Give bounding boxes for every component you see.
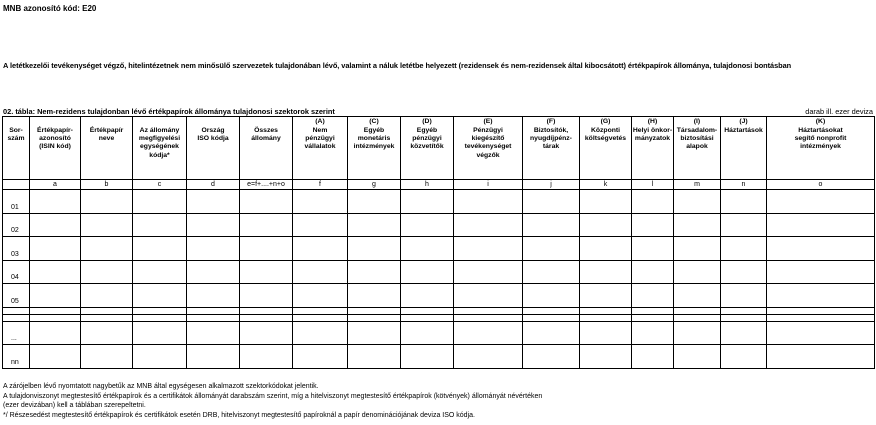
data-cell[interactable]	[721, 237, 767, 261]
data-cell[interactable]	[187, 260, 240, 284]
data-cell[interactable]	[240, 213, 293, 237]
data-cell[interactable]	[293, 190, 348, 214]
column-header	[721, 117, 767, 180]
column-header	[240, 117, 293, 180]
data-cell[interactable]	[632, 321, 674, 345]
column-title: Központi költségvetés	[584, 127, 627, 143]
column-title: Nem pénzügyi vállalatok	[304, 127, 336, 151]
data-cell[interactable]	[30, 321, 81, 345]
data-cell[interactable]	[674, 345, 721, 369]
data-cell[interactable]	[580, 307, 632, 314]
footnote-line: (ezer devizában) kell a táblában szerepeltetni.	[3, 402, 146, 410]
sector-letter	[81, 118, 132, 127]
data-cell[interactable]	[401, 284, 454, 308]
data-cell[interactable]	[523, 260, 580, 284]
data-cell[interactable]	[187, 307, 240, 314]
data-cell[interactable]	[674, 213, 721, 237]
data-cell[interactable]	[454, 213, 523, 237]
footnote-line: A zárójelben lévő nyomtatott nagybetűk az MNB által egységesen alkalmazott szektorkódokat jelentik.	[3, 383, 319, 390]
data-cell[interactable]	[721, 345, 767, 369]
data-cell[interactable]	[767, 321, 875, 345]
data-cell[interactable]	[674, 314, 721, 321]
column-header	[81, 117, 133, 180]
data-cell[interactable]	[30, 307, 81, 314]
data-cell[interactable]	[293, 321, 348, 345]
column-header	[348, 117, 401, 180]
data-cell[interactable]	[30, 345, 81, 369]
data-cell[interactable]	[721, 284, 767, 308]
column-code: m	[674, 180, 721, 190]
footnote-line: A tulajdonviszonyt megtestesítő értékpapírok és a certifikátok állományát darabszám szerint, míg a hitelviszonyt megtestesítő értékpapírok (kötvények) állományát névértéken	[3, 392, 543, 400]
sector-letter	[187, 118, 239, 127]
data-cell[interactable]	[454, 345, 523, 369]
data-cell[interactable]	[187, 314, 240, 321]
column-title: Társadalom- biztosítási alapok	[676, 127, 718, 151]
column-code	[3, 180, 30, 190]
column-title: Helyi önkor- mányzatok	[632, 127, 673, 143]
data-cell[interactable]	[348, 260, 401, 284]
data-cell[interactable]	[133, 284, 187, 308]
column-code: d	[187, 180, 240, 190]
sector-letter	[3, 118, 29, 127]
form-code: MNB azonosító kód: E20	[3, 4, 97, 13]
data-cell[interactable]	[580, 345, 632, 369]
data-cell[interactable]	[632, 237, 674, 261]
data-cell[interactable]	[632, 307, 674, 314]
row-number	[3, 314, 30, 321]
column-title: Sor- szám	[7, 127, 25, 143]
data-cell[interactable]	[133, 321, 187, 345]
data-cell[interactable]	[30, 284, 81, 308]
column-title: Háztartások	[724, 127, 763, 134]
data-cell[interactable]	[240, 260, 293, 284]
data-cell[interactable]	[523, 213, 580, 237]
data-cell[interactable]	[240, 345, 293, 369]
data-cell[interactable]	[348, 190, 401, 214]
form-description: A letétkezelői tevékenységet végző, hitelintézetnek nem minősülő szervezetek tulajdonában lévő, valamint a náluk letétbe helyezett (rezidensek és nem-rezidensek által kibocsátott) értékpapírok állománya, tulajdonosi bontásban	[3, 61, 792, 70]
data-cell[interactable]	[767, 260, 875, 284]
column-code: l	[632, 180, 674, 190]
column-header	[293, 117, 348, 180]
data-cell[interactable]	[401, 314, 454, 321]
data-cell[interactable]	[187, 237, 240, 261]
table-row	[3, 307, 875, 314]
data-cell[interactable]	[240, 237, 293, 261]
data-cell[interactable]	[240, 190, 293, 214]
column-code: o	[767, 180, 875, 190]
data-cell[interactable]	[81, 307, 133, 314]
data-cell[interactable]	[81, 260, 133, 284]
data-cell[interactable]	[632, 345, 674, 369]
data-cell[interactable]	[580, 321, 632, 345]
table-row	[3, 237, 875, 261]
data-cell[interactable]	[401, 321, 454, 345]
data-cell[interactable]	[721, 190, 767, 214]
table-row	[3, 345, 875, 369]
column-title: Összes állomány	[251, 127, 281, 143]
data-cell[interactable]	[133, 314, 187, 321]
data-cell[interactable]	[767, 314, 875, 321]
column-title: Pénzügyi kiegészítő tevékenységet végzők	[464, 127, 512, 159]
column-title: Értékpapír- azonosító (ISIN kód)	[37, 127, 73, 151]
sector-letter: (I)	[693, 118, 701, 125]
column-header	[401, 117, 454, 180]
column-title: Háztartásokat segítő nonprofit intézmények	[794, 127, 847, 151]
data-cell[interactable]	[580, 190, 632, 214]
data-cell[interactable]	[767, 345, 875, 369]
data-cell[interactable]	[721, 321, 767, 345]
row-number: 04	[3, 260, 30, 284]
table-row	[3, 190, 875, 214]
data-cell[interactable]	[81, 345, 133, 369]
column-header	[632, 117, 674, 180]
data-cell[interactable]	[348, 213, 401, 237]
column-header	[580, 117, 632, 180]
table-label: 02. tábla: Nem-rezidens tulajdonban lévő értékpapírok állománya tulajdonosi szektorok szerint	[3, 107, 335, 116]
column-header	[133, 117, 187, 180]
data-cell[interactable]	[674, 190, 721, 214]
data-cell[interactable]	[454, 237, 523, 261]
data-cell[interactable]	[454, 190, 523, 214]
data-cell[interactable]	[454, 260, 523, 284]
data-cell[interactable]	[632, 190, 674, 214]
data-cell[interactable]	[293, 314, 348, 321]
column-code: g	[348, 180, 401, 190]
data-table	[2, 116, 875, 369]
data-cell[interactable]	[348, 321, 401, 345]
table-row	[3, 260, 875, 284]
data-cell[interactable]	[293, 284, 348, 308]
data-cell[interactable]	[81, 237, 133, 261]
row-number	[3, 307, 30, 314]
data-cell[interactable]	[401, 345, 454, 369]
data-cell[interactable]	[30, 260, 81, 284]
data-cell[interactable]	[401, 307, 454, 314]
data-cell[interactable]	[187, 321, 240, 345]
data-cell[interactable]	[30, 213, 81, 237]
data-cell[interactable]	[133, 213, 187, 237]
column-header	[767, 117, 875, 180]
data-cell[interactable]	[133, 345, 187, 369]
column-header	[30, 117, 81, 180]
data-cell[interactable]	[81, 321, 133, 345]
table-row	[3, 284, 875, 308]
column-code: c	[133, 180, 187, 190]
data-cell[interactable]	[30, 314, 81, 321]
data-cell[interactable]	[674, 307, 721, 314]
sector-letter: (G)	[600, 118, 611, 125]
sector-letter	[30, 118, 80, 127]
data-cell[interactable]	[401, 213, 454, 237]
footnote-line: */ Részesedést megtestesítő értékpapírok és certifikátok esetén DRB, hitelviszonyt megtestesítő papíroknál a papír denominációjának deviza ISO kódja.	[3, 411, 475, 419]
data-cell[interactable]	[133, 260, 187, 284]
data-cell[interactable]	[674, 321, 721, 345]
data-cell[interactable]	[401, 190, 454, 214]
data-cell[interactable]	[81, 190, 133, 214]
data-cell[interactable]	[721, 307, 767, 314]
data-cell[interactable]	[454, 307, 523, 314]
column-code: a	[30, 180, 81, 190]
data-cell[interactable]	[293, 307, 348, 314]
column-code: k	[580, 180, 632, 190]
sector-letter: (J)	[739, 118, 748, 125]
column-code: n	[721, 180, 767, 190]
data-cell[interactable]	[721, 213, 767, 237]
data-cell[interactable]	[30, 190, 81, 214]
column-title: Egyéb pénzügyi közvetítők	[410, 127, 444, 151]
column-header	[187, 117, 240, 180]
data-cell[interactable]	[30, 237, 81, 261]
data-cell[interactable]	[767, 190, 875, 214]
data-cell[interactable]	[187, 345, 240, 369]
sector-letter: (K)	[815, 118, 826, 125]
header-row	[3, 117, 875, 180]
data-cell[interactable]	[523, 190, 580, 214]
data-cell[interactable]	[187, 190, 240, 214]
data-cell[interactable]	[293, 260, 348, 284]
data-cell[interactable]	[523, 284, 580, 308]
data-cell[interactable]	[580, 213, 632, 237]
data-cell[interactable]	[523, 237, 580, 261]
data-cell[interactable]	[632, 213, 674, 237]
column-title: Egyéb monetáris intézmények	[353, 127, 395, 151]
data-cell[interactable]	[767, 237, 875, 261]
column-header	[674, 117, 721, 180]
data-cell[interactable]	[767, 213, 875, 237]
data-cell[interactable]	[721, 314, 767, 321]
data-cell[interactable]	[454, 321, 523, 345]
table-row	[3, 213, 875, 237]
data-cell[interactable]	[348, 307, 401, 314]
data-cell[interactable]	[133, 237, 187, 261]
data-cell[interactable]	[580, 284, 632, 308]
row-number: 02	[3, 213, 30, 237]
data-cell[interactable]	[580, 314, 632, 321]
data-cell[interactable]	[133, 307, 187, 314]
sector-letter: (A)	[315, 118, 325, 125]
column-title: Biztosítók, nyugdíjpénz- tárak	[530, 127, 572, 151]
data-cell[interactable]	[632, 284, 674, 308]
footnotes	[3, 382, 542, 420]
sector-letter: (E)	[483, 118, 493, 125]
data-cell[interactable]	[348, 314, 401, 321]
data-cell[interactable]	[187, 213, 240, 237]
column-code: i	[454, 180, 523, 190]
data-cell[interactable]	[401, 260, 454, 284]
table-row	[3, 321, 875, 345]
data-cell[interactable]	[767, 307, 875, 314]
data-cell[interactable]	[523, 321, 580, 345]
column-header	[454, 117, 523, 180]
data-cell[interactable]	[721, 260, 767, 284]
table-row	[3, 314, 875, 321]
sector-letter	[133, 118, 186, 127]
column-title: Az állomány megfigyelési egységének kódja*	[138, 127, 181, 159]
column-header	[523, 117, 580, 180]
data-cell[interactable]	[81, 284, 133, 308]
data-cell[interactable]	[293, 345, 348, 369]
data-cell[interactable]	[187, 284, 240, 308]
column-code: j	[523, 180, 580, 190]
column-code: h	[401, 180, 454, 190]
column-header	[3, 117, 30, 180]
sector-letter: (F)	[546, 118, 556, 125]
data-cell[interactable]	[523, 307, 580, 314]
sector-letter	[240, 118, 292, 127]
data-cell[interactable]	[674, 284, 721, 308]
data-cell[interactable]	[240, 314, 293, 321]
column-code: e=f+....+n+o	[240, 180, 293, 190]
data-cell[interactable]	[81, 314, 133, 321]
data-cell[interactable]	[454, 284, 523, 308]
data-cell[interactable]	[133, 190, 187, 214]
data-cell[interactable]	[81, 213, 133, 237]
data-cell[interactable]	[674, 260, 721, 284]
data-cell[interactable]	[767, 284, 875, 308]
sector-letter: (H)	[647, 118, 658, 125]
data-cell[interactable]	[523, 345, 580, 369]
data-cell[interactable]	[674, 237, 721, 261]
column-code-row	[3, 180, 875, 190]
row-number: nn	[3, 345, 30, 369]
data-cell[interactable]	[293, 237, 348, 261]
data-cell[interactable]	[348, 237, 401, 261]
data-cell[interactable]	[240, 284, 293, 308]
data-cell[interactable]	[454, 314, 523, 321]
unit-label: darab ill. ezer deviza	[805, 107, 873, 116]
data-cell[interactable]	[523, 314, 580, 321]
data-cell[interactable]	[240, 321, 293, 345]
data-cell[interactable]	[348, 284, 401, 308]
row-number: 05	[3, 284, 30, 308]
column-code: b	[81, 180, 133, 190]
data-cell[interactable]	[401, 237, 454, 261]
sector-letter: (D)	[422, 118, 432, 125]
data-cell[interactable]	[632, 314, 674, 321]
data-cell[interactable]	[632, 260, 674, 284]
row-number: ...	[3, 321, 30, 345]
sector-letter: (C)	[369, 118, 379, 125]
data-cell[interactable]	[580, 237, 632, 261]
column-code: f	[293, 180, 348, 190]
data-cell[interactable]	[293, 213, 348, 237]
data-cell[interactable]	[348, 345, 401, 369]
column-title: Értékpapír neve	[89, 127, 124, 143]
column-title: Ország ISO kódja	[197, 127, 229, 143]
data-cell[interactable]	[240, 307, 293, 314]
data-cell[interactable]	[580, 260, 632, 284]
row-number: 03	[3, 237, 30, 261]
row-number: 01	[3, 190, 30, 214]
